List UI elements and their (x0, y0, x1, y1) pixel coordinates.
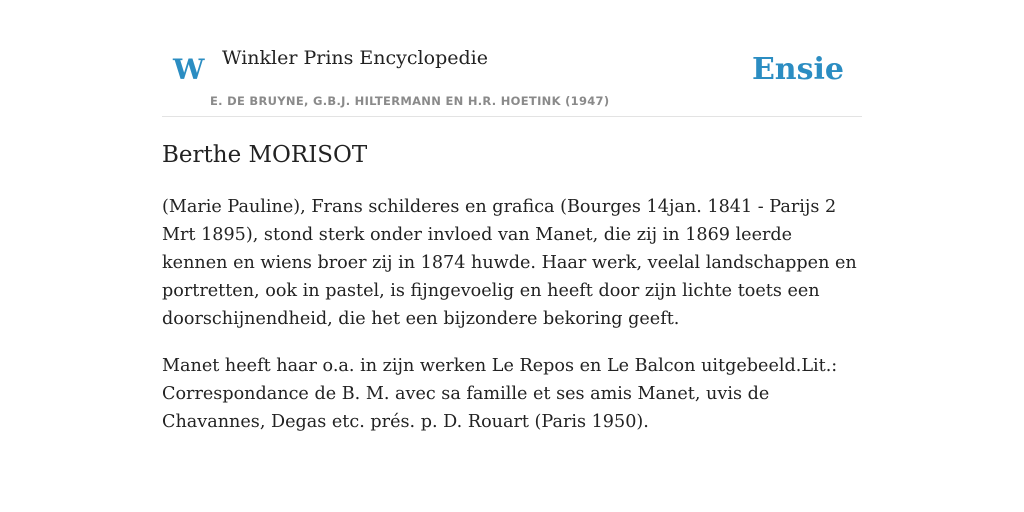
site-title: Winkler Prins Encyclopedie (222, 47, 488, 69)
article-paragraph: Manet heeft haar o.a. in zijn werken Le Repos en Le Balcon uitgebeeld.Lit.: Correspondance de B. M. avec sa famille et ses amis Manet, uvis de Chavannes, Degas etc. prés. p. D. Rouart (Paris 1950). (162, 356, 838, 432)
logo-w-link[interactable]: W (173, 53, 205, 86)
ensie-brand-link[interactable]: Ensie (751, 52, 844, 87)
article (162, 140, 862, 436)
article-paragraph: (Marie Pauline), Frans schilderes en grafica (Bourges 14jan. 1841 - Parijs 2 Mrt 1895), stond sterk onder invloed van Manet, die zij in 1869 leerde kennen en wiens broer zij in 1874 huwde. Haar werk, veelal landschappen en portretten, ook in pastel, is fijngevoelig en heeft door zijn lichte toets een doorschijnendheid, die het een bijzondere bekoring geeft. (162, 197, 857, 329)
header (162, 40, 862, 117)
authors-subtitle: E. DE BRUYNE, G.B.J. HILTERMANN EN H.R. HOETINK (1947) (210, 94, 610, 108)
article-title: Berthe MORISOT (162, 142, 368, 168)
